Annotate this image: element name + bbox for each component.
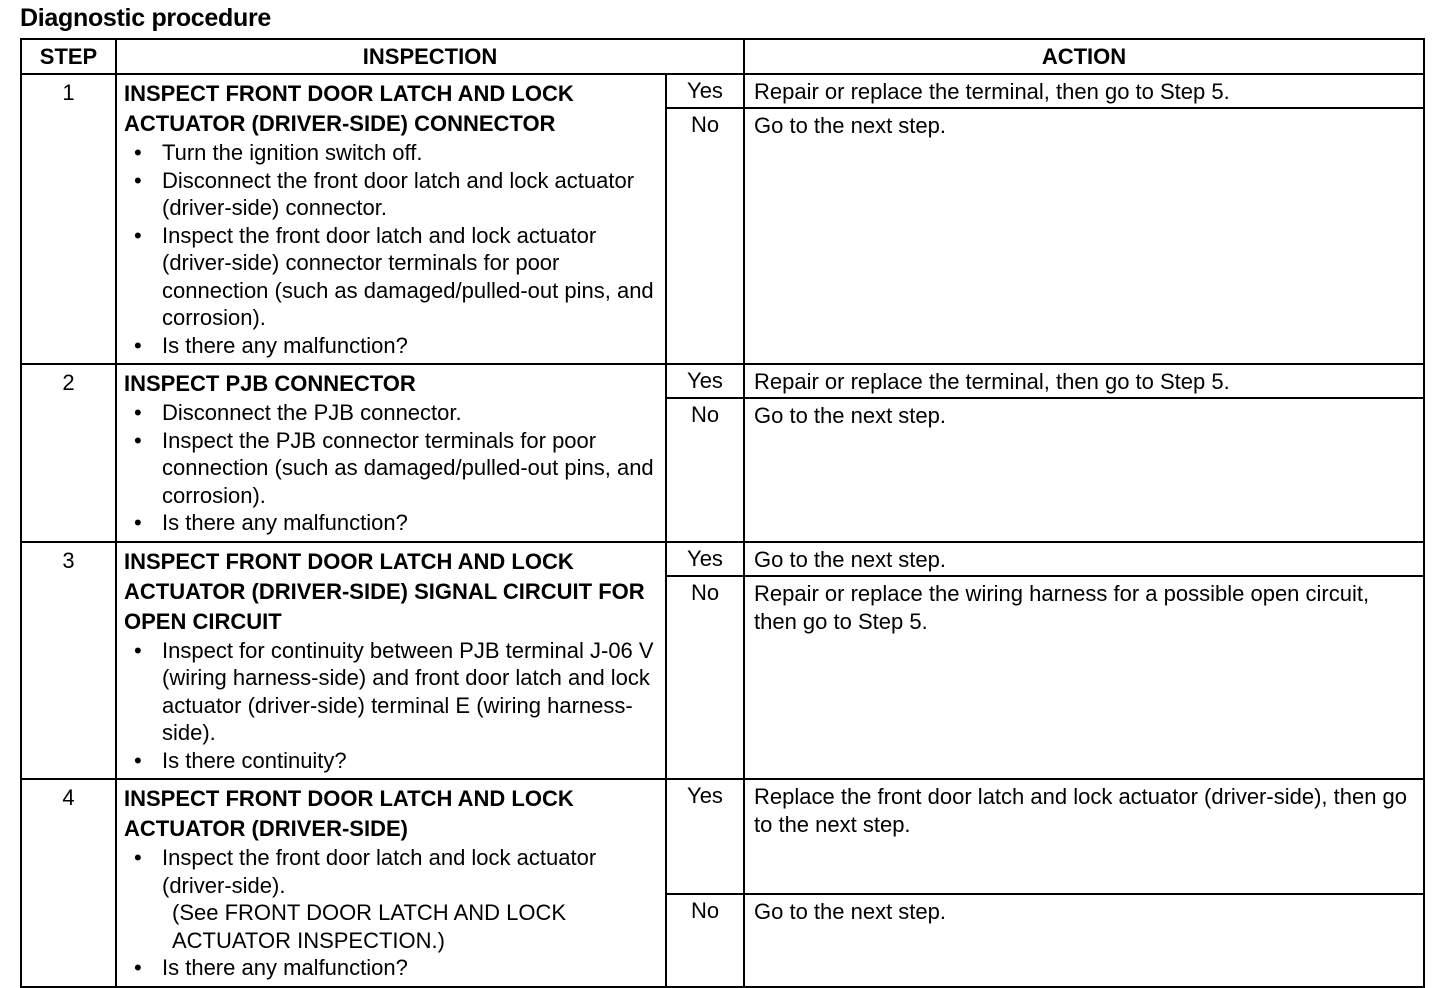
step-heading: INSPECT FRONT DOOR LATCH AND LOCK ACTUATOR (DRIVER-SIDE) CONNECTOR [124,81,574,136]
no-action: Go to the next step. [744,894,1424,987]
header-inspection: INSPECTION [116,39,744,74]
no-label: No [666,398,744,542]
yes-label: Yes [666,364,744,398]
no-action: Go to the next step. [744,108,1424,364]
yes-action: Go to the next step. [744,542,1424,576]
step-bullets [124,399,659,537]
no-label: No [666,576,744,780]
yes-label: Yes [666,779,744,894]
step-bullets [124,844,659,899]
bullet-item: • Disconnect the PJB connector. [162,399,659,427]
diagnostic-table [20,38,1425,988]
step-bullets [124,954,659,982]
header-action: ACTION [744,39,1424,74]
yes-label: Yes [666,74,744,108]
bullet-item: • Inspect for continuity between PJB terminal J-06 V (wiring harness-side) and front door latch and lock actuator (driver-side) terminal E (wiring harness-side). [162,637,659,747]
bullet-item: • Is there any malfunction? [162,954,659,982]
page-title: Diagnostic procedure [20,4,271,32]
bullet-item: • Inspect the front door latch and lock actuator (driver-side). [162,844,659,899]
bullet-item: • Is there continuity? [162,747,659,775]
bullet-item: • Inspect the front door latch and lock actuator (driver-side) connector terminals for poor connection (such as damaged/pulled-out pins, and corrosion). [162,222,659,332]
yes-action: Replace the front door latch and lock actuator (driver-side), then go to the next step. [744,779,1424,894]
step-3-yes-row [21,542,1424,576]
step-4-inspection [116,779,666,987]
step-number: 3 [21,542,116,780]
step-heading: INSPECT FRONT DOOR LATCH AND LOCK ACTUATOR (DRIVER-SIDE) [124,786,574,841]
yes-label: Yes [666,542,744,576]
reference-note: (See FRONT DOOR LATCH AND LOCK ACTUATOR INSPECTION.) [172,900,567,953]
yes-action: Repair or replace the terminal, then go to Step 5. [744,74,1424,108]
step-number: 1 [21,74,116,364]
bullet-item: • Is there any malfunction? [162,332,659,360]
header-step: STEP [21,39,116,74]
step-bullets [124,637,659,775]
no-label: No [666,894,744,987]
step-2-inspection [116,364,666,542]
step-number: 2 [21,364,116,542]
bullet-item: • Is there any malfunction? [162,509,659,537]
step-4-yes-row [21,779,1424,894]
step-number: 4 [21,779,116,987]
step-1-yes-row [21,74,1424,108]
step-1-inspection [116,74,666,364]
no-action: Repair or replace the wiring harness for a possible open circuit, then go to Step 5. [744,576,1424,780]
no-label: No [666,108,744,364]
step-3-inspection [116,542,666,780]
step-2-yes-row [21,364,1424,398]
no-action: Go to the next step. [744,398,1424,542]
header-row [21,39,1424,74]
step-heading: INSPECT PJB CONNECTOR [124,371,416,396]
bullet-item: • Inspect the PJB connector terminals for poor connection (such as damaged/pulled-out pins, and corrosion). [162,427,659,510]
step-bullets [124,139,659,359]
step-heading: INSPECT FRONT DOOR LATCH AND LOCK ACTUATOR (DRIVER-SIDE) SIGNAL CIRCUIT FOR OPEN CIRCUIT [124,548,645,634]
yes-action: Repair or replace the terminal, then go to Step 5. [744,364,1424,398]
bullet-item: • Disconnect the front door latch and lock actuator (driver-side) connector. [162,167,659,222]
bullet-item: • Turn the ignition switch off. [162,139,659,167]
